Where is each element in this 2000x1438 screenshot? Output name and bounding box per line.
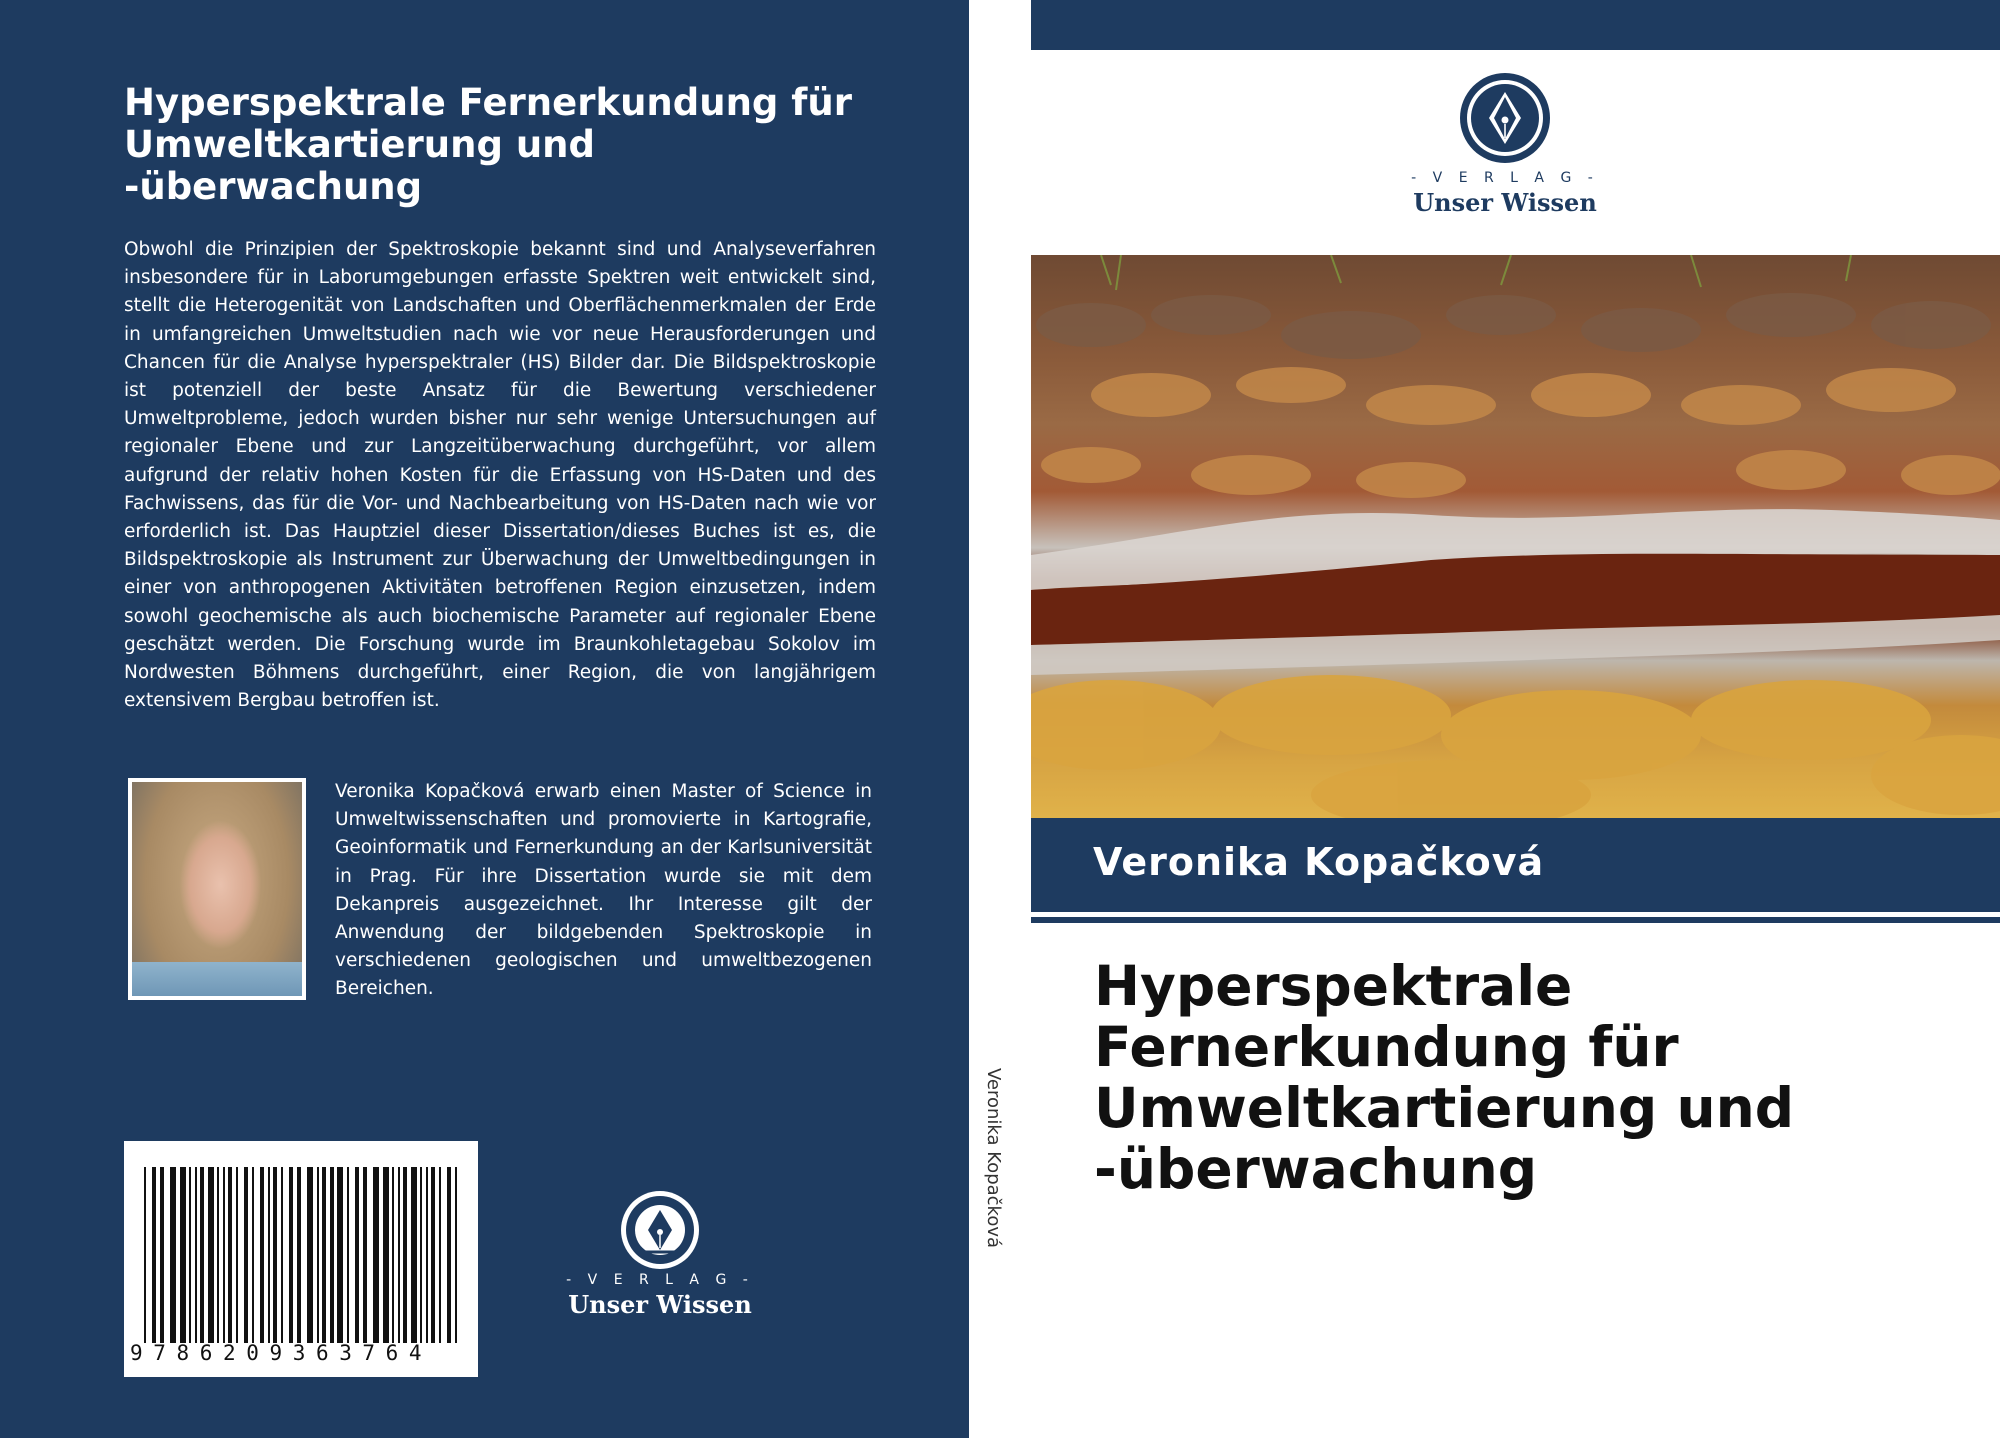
barcode-bar [337, 1167, 343, 1343]
barcode-bar [252, 1167, 254, 1343]
author-bio: Veronika Kopačková erwarb einen Master of Science in Umweltwissenschaften und promovierte in Kartografie, Geoinformatik und Fernerkundung an der Karlsuniversität in Prag. Für ihre Dissertation wurde sie mit dem Dekanpreis ausgezeichnet. Ihr Interesse gilt der Anwendung der bildgebenden Spektroskopie in verschiedenen geologischen und umweltbezogenen Bereichen. [335, 781, 872, 1000]
barcode-bar [208, 1167, 214, 1343]
barcode-bar [189, 1167, 191, 1343]
barcode-bar [455, 1167, 457, 1343]
back-cover-blurb: Obwohl die Prinzipien der Spektroskopie bekannt sind und Analyseverfahren insbesondere für in Laborumgebungen erfasste Spektren weit entwickelt sind, stellt die Heterogenität von Landschaften und Oberflächenmerkmalen der Erde in umfangreichen Umweltstudien nach wie vor neue Herausforderungen und Chancen für die Analyse hyperspektraler (HS) Bilder dar. Die Bildspektroskopie ist potenziell der beste Ansatz für die Bewertung verschiedener Umweltprobleme, jedoch wurden bisher nur sehr wenige Untersuchungen auf regionaler Ebene und zur Langzeitüberwachung durchgeführt, vor allem aufgrund der relativ hohen Kosten für die Erfassung von HS-Daten und des Fachwissens, das für die Vor- und Nachbearbeitung von HS-Daten nach wie vor erforderlich ist. Das Hauptziel dieser Dissertation/dieses Buches ist es, die Bildspektroskopie als Instrument zur Überwachung der Umweltbedingungen in einer von anthropogenen Aktivitäten betroffenen Region einzusetzen, indem sowohl geochemische als auch biochemische Parameter auf regionaler Ebene geschätzt werden. Die Forschung wurde im Braunkohletagebau Sokolov im Nordwesten Böhmens durchgeführt, einer Region, die von langjährigem extensivem Bergbau betroffen ist. [124, 239, 876, 712]
barcode-bar [398, 1167, 400, 1343]
barcode-bar [355, 1167, 359, 1343]
barcode-bar [420, 1167, 422, 1343]
cover-photo [1031, 255, 2000, 818]
barcode-bar [273, 1167, 277, 1343]
barcode-bar [322, 1167, 326, 1343]
barcode-bar [195, 1167, 197, 1343]
barcode-bar [307, 1167, 313, 1343]
barcode-bar [217, 1167, 219, 1343]
barcode-bar [268, 1167, 270, 1343]
isbn-barcode [124, 1141, 478, 1377]
barcode-bar [281, 1167, 283, 1343]
front-author-name: Veronika Kopačková [1093, 840, 1545, 884]
barcode-bar [170, 1167, 176, 1343]
fountain-pen-nib-icon [560, 1190, 760, 1270]
barcode-bars [144, 1167, 462, 1343]
barcode-bar [236, 1167, 238, 1343]
barcode-bar [244, 1167, 248, 1343]
barcode-bar [144, 1167, 146, 1343]
barcode-bar [411, 1167, 417, 1343]
barcode-bar [373, 1167, 379, 1343]
front-publisher-logo [1405, 70, 1605, 220]
front-cover-top-bar [1031, 0, 2000, 50]
barcode-bar [180, 1167, 186, 1343]
barcode-bar [383, 1167, 389, 1343]
barcode-bar [260, 1167, 264, 1343]
author-photo [128, 778, 306, 1000]
front-cover-title: Hyperspektrale Fernerkundung für Umweltkartierung und -überwachung [1094, 954, 1795, 1201]
spine-author: Veronika Kopačková [983, 1068, 1004, 1249]
barcode-bar [228, 1167, 232, 1343]
barcode-bar [403, 1167, 407, 1343]
barcode-bar [200, 1167, 204, 1343]
fountain-pen-nib-icon [1405, 70, 1605, 166]
barcode-bar [447, 1167, 451, 1343]
back-publisher-logo [560, 1190, 760, 1320]
barcode-bar [330, 1167, 334, 1343]
barcode-bar [317, 1167, 319, 1343]
front-logo-verlag-label: - V E R L A G - [1411, 170, 1599, 186]
barcode-bar [439, 1167, 441, 1343]
barcode-bar [392, 1167, 394, 1343]
back-cover [0, 0, 969, 1438]
barcode-bar [426, 1167, 428, 1343]
author-photo-shoulder [132, 962, 302, 996]
barcode-bar [289, 1167, 293, 1343]
isbn-digits: 9786209363764 [130, 1341, 433, 1365]
barcode-bar [431, 1167, 435, 1343]
cover-photo-texture [1031, 255, 2000, 818]
back-cover-title: Hyperspektrale Fernerkundung für Umweltkartierung und -überwachung [124, 81, 852, 208]
spine [983, 1068, 1008, 1249]
barcode-bar [152, 1167, 156, 1343]
author-band-rule [1031, 917, 2000, 923]
barcode-bar [223, 1167, 225, 1343]
barcode-bar [160, 1167, 164, 1343]
back-logo-brand: Unser Wissen [568, 1290, 752, 1319]
barcode-bar [297, 1167, 301, 1343]
barcode-bar [347, 1167, 349, 1343]
back-logo-verlag-label: - V E R L A G - [566, 1272, 754, 1288]
author-band [1031, 818, 2000, 912]
front-logo-brand: Unser Wissen [1413, 188, 1597, 217]
barcode-bar [363, 1167, 367, 1343]
